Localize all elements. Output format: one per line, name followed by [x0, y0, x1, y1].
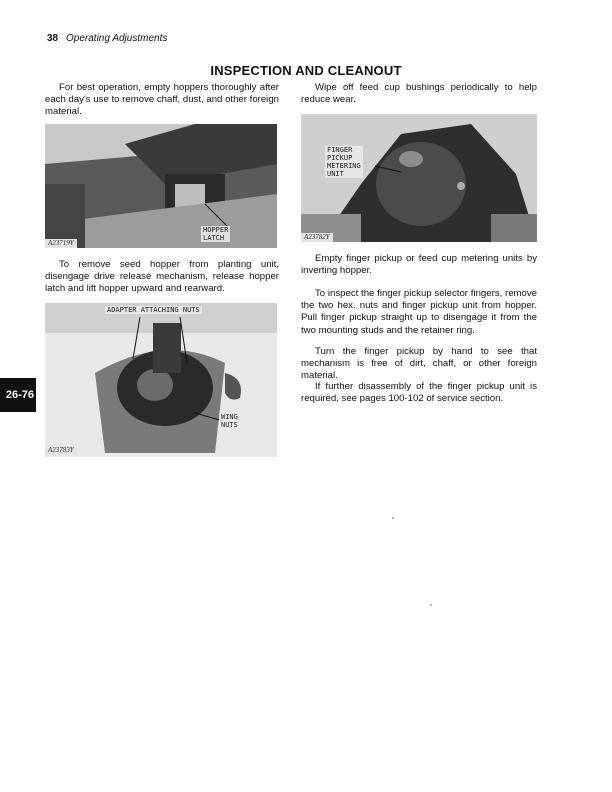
callout-wing-nuts: WING NUTS [221, 413, 238, 429]
scan-speck [430, 604, 432, 606]
figure-adapter-nuts [45, 303, 277, 457]
inspect-paragraph: To inspect the finger pickup selector fingers, remove the two hex. nuts and finger pickup unit from hopper. Pull finger pickup straight up to disengage it from the two mounting studs and the retainer ring. [301, 288, 537, 336]
callout-hopper-latch: HOPPER LATCH [203, 226, 229, 242]
figure-hopper-latch [45, 124, 277, 248]
figure-id: A23782Y [301, 233, 333, 242]
intro-paragraph: For best operation, empty hoppers thoroughly after each day's use to remove chaff, dust, and other foreign material. [45, 82, 279, 118]
callout-finger-pickup: FINGER PICKUP METERING UNIT [327, 146, 361, 178]
page-number: 38 [47, 33, 59, 44]
remove-hopper-paragraph: To remove seed hopper from planting unit, disengage drive release mechanism, release hopper latch and lift hopper upward and rearward. [45, 259, 279, 295]
figure-finger-pickup [301, 114, 537, 242]
figure-id: A23783Y [45, 446, 77, 455]
turn-paragraph: Turn the finger pickup by hand to see that mechanism is free of dirt, chaff, or other foreign material. [301, 346, 537, 382]
callout-adapter-nuts: ADAPTER ATTACHING NUTS [107, 306, 200, 314]
figure-id: A23719Y [45, 239, 77, 248]
section-tab: 26-76 [0, 378, 36, 412]
page-title: INSPECTION AND CLEANOUT [210, 63, 402, 78]
further-paragraph: If further disassembly of the finger pickup unit is required, see pages 100-102 of service section. [301, 381, 537, 405]
wipe-paragraph: Wipe off feed cup bushings periodically to help reduce wear. [301, 82, 537, 106]
scan-speck [392, 517, 394, 519]
section-title: Operating Adjustments [66, 33, 168, 44]
empty-paragraph: Empty finger pickup or feed cup metering units by inverting hopper. [301, 253, 537, 277]
